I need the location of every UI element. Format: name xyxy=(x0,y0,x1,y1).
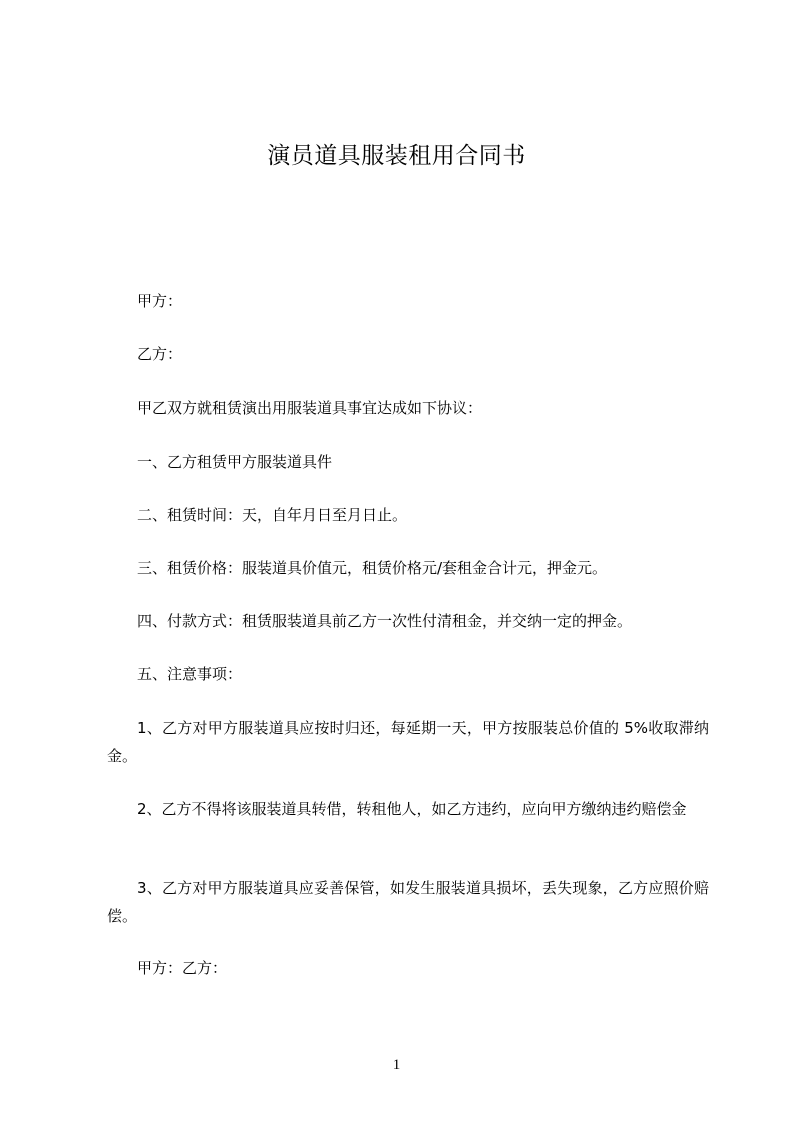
clause-1: 一、乙方租赁甲方服装道具件 xyxy=(137,453,333,471)
clause-2: 二、租赁时间：天，自年月日至月日止。 xyxy=(137,506,408,524)
party-a-label: 甲方： xyxy=(137,292,183,310)
page-number: 1 xyxy=(392,1057,401,1073)
clause-5: 五、注意事项： xyxy=(137,665,243,683)
note-2: 2、乙方不得将该服装道具转借，转租他人，如乙方违约，应向甲方缴纳违约赔偿金 xyxy=(137,800,687,818)
note-3: 3、乙方对甲方服装道具应妥善保管，如发生服装道具损坏，丢失现象，乙方应照价赔偿。 xyxy=(107,879,709,925)
party-b-label: 乙方： xyxy=(137,345,183,363)
agreement-intro: 甲乙双方就租赁演出用服装道具事宜达成如下协议： xyxy=(137,399,483,417)
document-title: 演员道具服装租用合同书 xyxy=(267,143,526,169)
note-1: 1、乙方对甲方服装道具应按时归还，每延期一天，甲方按服装总价值的 5%收取滞纳金。 xyxy=(107,719,709,765)
clause-3: 三、租赁价格：服装道具价值元，租赁价格元/套租金合计元，押金元。 xyxy=(137,559,608,577)
signature-line: 甲方：乙方： xyxy=(137,959,228,977)
clause-4: 四、付款方式：租赁服装道具前乙方一次性付清租金，并交纳一定的押金。 xyxy=(137,612,633,630)
